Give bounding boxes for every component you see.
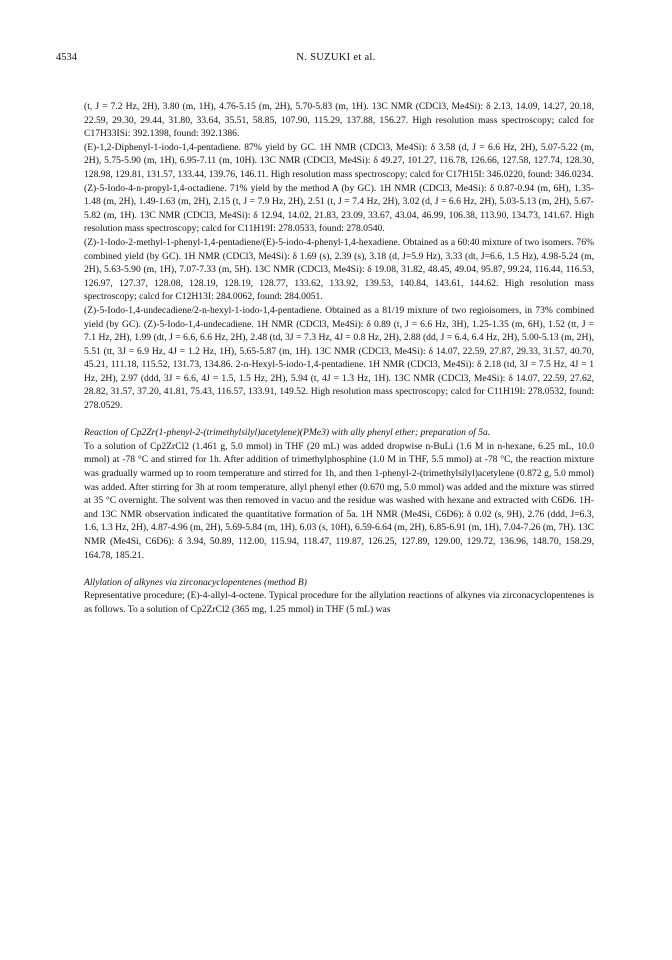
paragraph-iodo-methyl-phenyl-pentadiene: (Z)-1-Iodo-2-methyl-1-phenyl-1,4-pentadiene/(E)-5-iodo-4-phenyl-1,4-hexadiene. Obtained as a 60:40 mixture of two isomers. 76% combined yield (by GC). 1H NMR (CDCl3, Me4Si): δ 1.69 (s), 2.39 (s), 3.18 (d, J=5.9 Hz), 3.33 (dt, J=6.6, 1.5 Hz), 4.98-5.24 (m, 2H), 5.63-5.90 (m, 1H), 7.07-7.33 (m, 5H). 13C NMR (CDCl3, Me4Si): δ 19.08, 31.82, 48.45, 49.04, 95.87, 99.24, 116.44, 116.53, 126.97, 127.37, 128.08, 128.19, 128.19, 128.77, 133.62, 133.92, 139.53, 140.84, 143.61, 144.62. High resolution mass spectroscopy; calcd for C12H13I: 284.0062, found: 284.0051. <box>84 236 594 303</box>
paragraph-diphenyl-iodo-pentadiene: (E)-1,2-Diphenyl-1-iodo-1,4-pentadiene. 87% yield by GC. 1H NMR (CDCl3, Me4Si): δ 3.58 (d, J = 6.6 Hz, 2H), 5.07-5.22 (m, 2H), 5.75-5.90 (m, 1H), 6.95-7.11 (m, 10H). 13C NMR (CDCl3, Me4Si): δ 49.27, 101.27, 116.78, 126.66, 127.58, 127.74, 128.30, 128.98, 129.81, 131.57, 133.44, 139.76, 146.11. High resolution mass spectroscopy; calcd for C17H15I: 346.0220, found: 346.0234. <box>84 141 594 180</box>
section-heading-reaction: Reaction of Cp2Zr(1-phenyl-2-(trimethylsilyl)acetylene)(PMe3) with ally phenyl ether; preparation of 5a. <box>84 427 491 439</box>
paragraph-iodo-undecadiene: (Z)-5-Iodo-1,4-undecadiene/2-n-hexyl-1-iodo-1,4-pentadiene. Obtained as a 81/19 mixture of two regioisomers, in 73% combined yield (by GC). (Z)-5-Iodo-1,4-undecadiene. 1H NMR (CDCl3, Me4Si): δ 0.89 (t, J = 6.6 Hz, 3H), 1.25-1.35 (m, 6H), 1.52 (tt, J = 7.1 Hz, 2H), 1.99 (dt, J = 6.6, 6.6 Hz, 2H), 2.48 (td, 3J = 7.3 Hz, 4J = 0.8 Hz, 2H), 2.88 (dd, J = 6.4, 6.4 Hz, 2H), 5.00-5.13 (m, 2H), 5.51 (tt, 3J = 6.9 Hz, 4J = 1.2 Hz, 1H), 5.65-5.87 (m, 1H). 13C NMR (CDCl3, Me4Si): δ 14.07, 22.59, 27.87, 29.33, 31.57, 40.70, 45.21, 111.18, 115.52, 131.73, 134.86. 2-n-Hexyl-5-iodo-1,4-pentadiene. 1H NMR (CDCl3, Me4Si): δ 2.18 (td, 3J = 7.5 Hz, 4J = 1 Hz, 2H), 2.97 (ddd, 3J = 6.6, 4J = 1.5, 1.5 Hz, 2H), 5.94 (t, 4J = 1.3 Hz, 1H). 13C NMR (CDCl3, Me4Si): δ 14.07, 22.59, 27.62, 28.82, 31.57, 37.20, 41.81, 75.43, 116.57, 133.91, 149.52. High resolution mass spectroscopy; calcd for C11H19I: 278.0532, found: 278.0529. <box>84 304 594 412</box>
article-body <box>84 100 594 617</box>
running-header <box>56 52 616 68</box>
section-heading-allylation: Allylation of alkynes via zirconacyclopentenes (method B) <box>84 576 307 588</box>
paragraph-preparation-5a: To a solution of Cp2ZrCl2 (1.461 g, 5.0 mmol) in THF (20 mL) was added dropwise n-BuLi (1.6 M in n-hexane, 6.25 mL, 10.0 mmol) at -78 °C and stirred for 1h. After addition of trimethylphosphine (1.0 M in THF, 5.5 mmol) at -78 °C, the reaction mixture was gradually warmed up to room temperature and stirred for 1h, and then 1-phenyl-2-(trimethylsilyl)acetylene (0.872 g, 5.0 mmol) was added. After stirring for 3h at room temperature, allyl phenyl ether (0.670 mg, 5.0 mmol) was added and the mixture was stirred at 35 °C overnight. The solvent was then removed in vacuo and the residue was washed with hexane and extracted with C6D6. 1H- and 13C NMR observation indicated the quantitative formation of 5a. 1H NMR (Me4Si, C6D6): δ 0.02 (s, 9H), 2.76 (ddd, J=6.3, 1.6, 1.3 Hz, 2H), 4.87-4.96 (m, 2H), 5.69-5.84 (m, 1H), 6.03 (s, 10H), 6.59-6.64 (m, 2H), 6.85-6.91 (m, 1H), 7.04-7.26 (m, 7H). 13C NMR (Me4Si, C6D6): δ 3.94, 50.89, 112.00, 115.94, 118.47, 119.87, 126.25, 127.89, 129.00, 129.72, 136.96, 148.70, 158.29, 164.78, 185.21. <box>84 440 595 561</box>
section-spacer <box>84 562 594 576</box>
paragraph-nmr-continuation: (t, J = 7.2 Hz, 2H), 3.80 (m, 1H), 4.76-5.15 (m, 2H), 5.70-5.83 (m, 1H). 13C NMR (CDCl3, Me4Si): δ 2.13, 14.09, 14.27, 20.18, 22.59, 29.30, 29.44, 31.80, 33.64, 35.51, 58.85, 107.90, 115.29, 137.88, 156.27. High resolution mass spectroscopy; calcd for C17H33ISi: 392.1398, found: 392.1386. <box>84 101 594 140</box>
page-number: 4534 <box>56 52 77 63</box>
paragraph-representative-procedure: Representative procedure; (E)-4-allyl-4-octene. Typical procedure for the allylation reactions of alkynes via zirconacyclopentenes is as follows. To a solution of Cp2ZrCl2 (365 mg, 1.25 mmol) in THF (5 mL) was <box>84 590 594 615</box>
running-head-authors: N. SUZUKI et al. <box>296 52 376 63</box>
section-spacer <box>84 413 594 427</box>
paragraph-iodo-propyl-octadiene: (Z)-5-Iodo-4-n-propyl-1,4-octadiene. 71% yield by the method A (by GC). 1H NMR (CDCl3, Me4Si): δ 0.87-0.94 (m, 6H), 1.35-1.48 (m, 2H), 1.49-1.63 (m, 2H), 2.15 (t, J = 7.9 Hz, 2H), 2.51 (t, J = 7.4 Hz, 2H), 3.02 (d, J = 6.6 Hz, 2H), 5.03-5.13 (m, 2H), 5.67-5.82 (m, 1H). 13C NMR (CDCl3, Me4Si): δ 12.94, 14.02, 21.83, 23.09, 33.67, 43.04, 46.99, 106.38, 113.90, 134.73, 141.67. High resolution mass spectroscopy; calcd for C11H19I: 278.0533, found: 278.0540. <box>84 182 594 235</box>
